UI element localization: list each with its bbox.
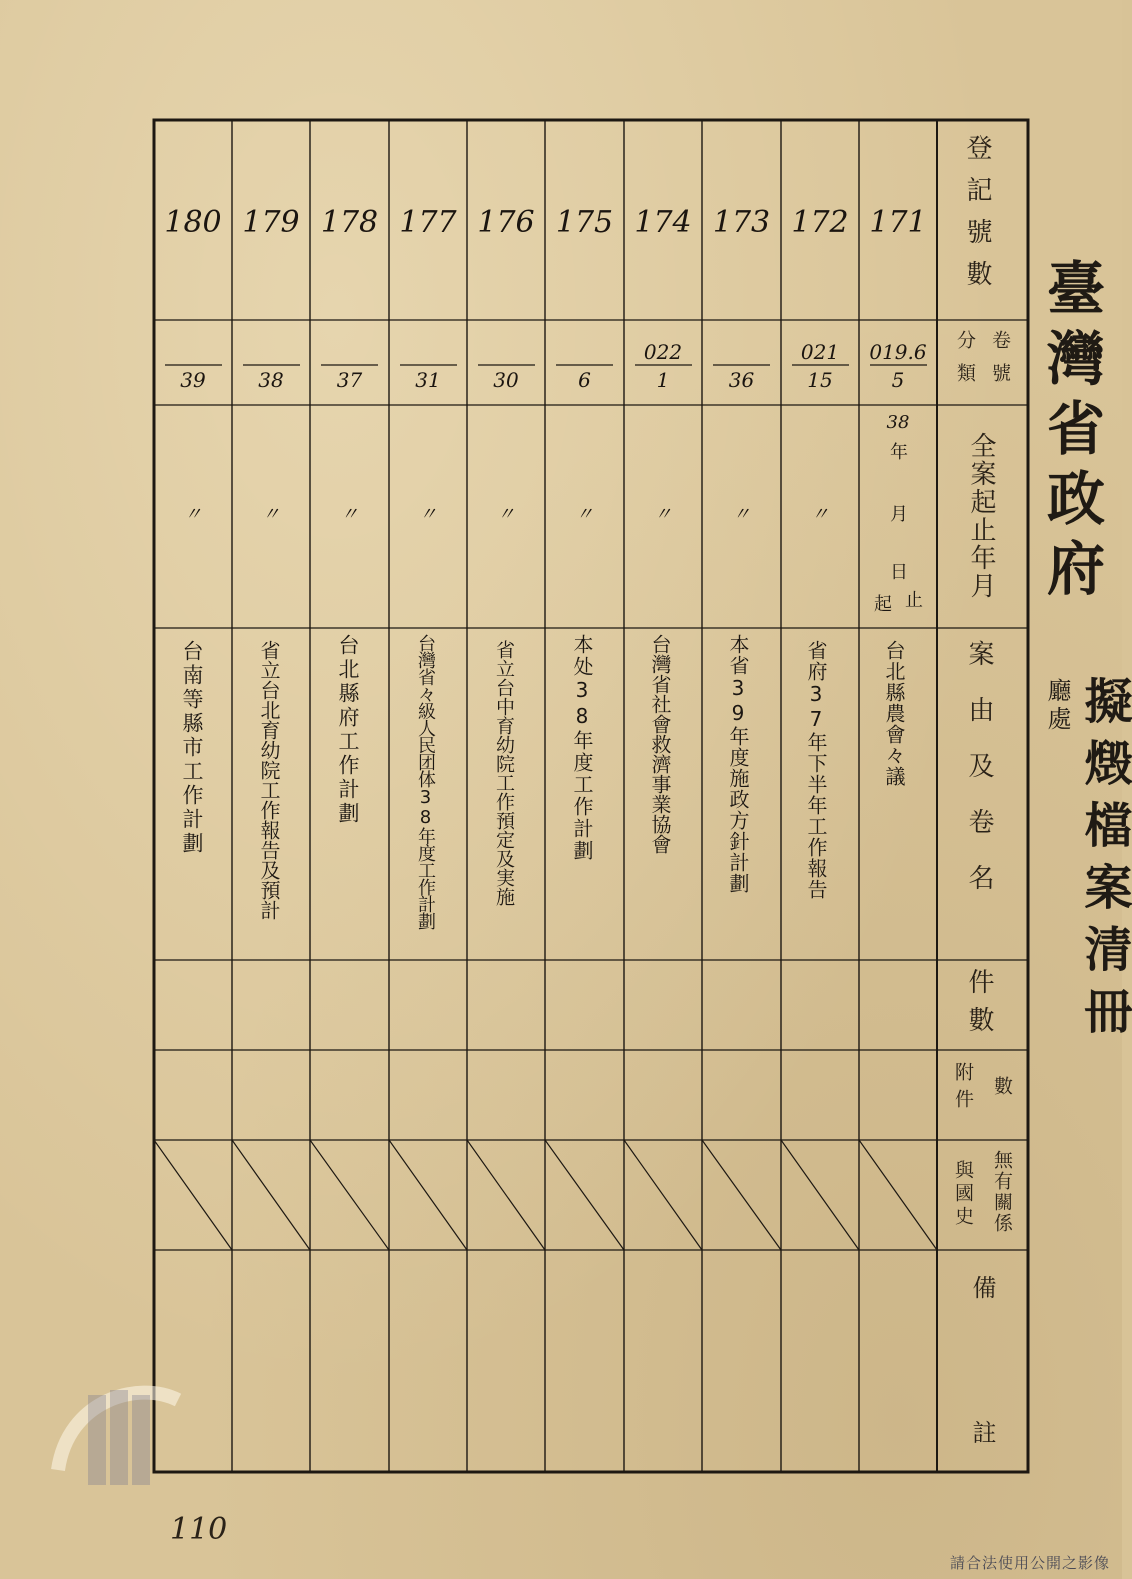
row-173-ditto: 〃 [732,504,751,525]
row-176-subject: 省立台中育幼院工作預定及実施 [493,640,515,906]
page-number: 110 [170,1512,228,1547]
row-172-volume: 15 [807,368,833,392]
row-171-class: 019.6 [869,340,927,364]
row-171-day-label: 日 [887,562,908,580]
row-179-volume: 38 [258,368,284,392]
header-count: 件數 [964,968,994,1044]
row-179-subject: 省立台北育幼院工作報告及預計 [257,640,281,920]
row-175-number: 175 [555,205,614,240]
row-179-ditto: 〃 [262,504,280,525]
row-174-class: 022 [643,340,683,364]
archive-logo-watermark [38,1360,188,1500]
row-174-volume: 1 [656,368,670,392]
row-178-subject: 台北縣府工作計劃 [336,634,360,826]
row-171-from-label: 起 [871,594,892,612]
header-attachments-a: 附件 [952,1062,974,1116]
header-class-code: 分類 [954,330,976,396]
usage-notice: 請合法使用公開之影像 [949,1554,1110,1572]
row-180-subject: 台南等縣市工作計劃 [180,640,204,856]
row-172-ditto: 〃 [811,504,829,525]
row-176-volume: 30 [493,368,519,392]
row-175-subject: 本处38年度工作計劃 [570,634,594,862]
header-history-b: 無有關係 [991,1150,1013,1234]
row-172-number: 172 [791,205,849,240]
row-180-ditto: 〃 [184,504,202,525]
header-registration-no: 登記號數 [962,134,992,302]
row-176-number: 176 [477,205,535,240]
row-180-volume: 39 [180,368,206,392]
row-177-ditto: 〃 [419,504,437,525]
row-178-ditto: 〃 [340,504,359,525]
header-period: 全案起止年月 [966,432,996,600]
row-176-ditto: 〃 [497,504,515,525]
row-175-ditto: 〃 [575,504,594,525]
office-label: 廳處 [1043,678,1071,734]
row-179-number: 179 [242,205,300,240]
row-171-volume: 5 [891,368,905,392]
row-171-subject: 台北縣農會々議 [882,640,906,787]
row-174-ditto: 〃 [654,504,672,525]
row-178-number: 178 [320,205,379,240]
row-171-year-value: 38 [886,412,910,433]
row-177-subject: 台灣省々級人民团体38年度工作計劃 [415,634,436,929]
row-171-number: 171 [869,205,927,240]
header-remarks-b: 註 [968,1420,996,1444]
row-173-volume: 36 [728,368,755,392]
header-remarks-a: 備 [968,1275,996,1299]
row-174-number: 174 [634,205,692,240]
header-volume-no: 卷號 [989,330,1011,396]
row-174-subject: 台灣省社會救濟事業協會 [648,634,672,854]
row-177-number: 177 [399,205,457,240]
document-subtitle: 擬燬檔案清冊 [1076,676,1132,1048]
document-title: 臺灣省政府 [1037,258,1105,608]
row-177-volume: 31 [415,368,441,392]
row-180-number: 180 [164,205,222,240]
row-171-year-label: 年 [887,442,908,460]
row-173-subject: 本省39年度施政方針計劃 [726,634,750,894]
row-175-volume: 6 [578,368,591,392]
row-172-subject: 省府37年下半年工作報告 [804,640,828,900]
row-173-number: 173 [712,205,771,240]
header-subject: 案由及卷名 [964,640,994,920]
row-172-class: 021 [800,340,840,364]
header-attachments-b: 數 [991,1076,1013,1103]
row-178-volume: 37 [336,368,363,392]
row-171-to-label: 止 [902,590,923,608]
header-history-a: 與國史 [952,1160,974,1229]
row-171-month-label: 月 [887,504,908,522]
